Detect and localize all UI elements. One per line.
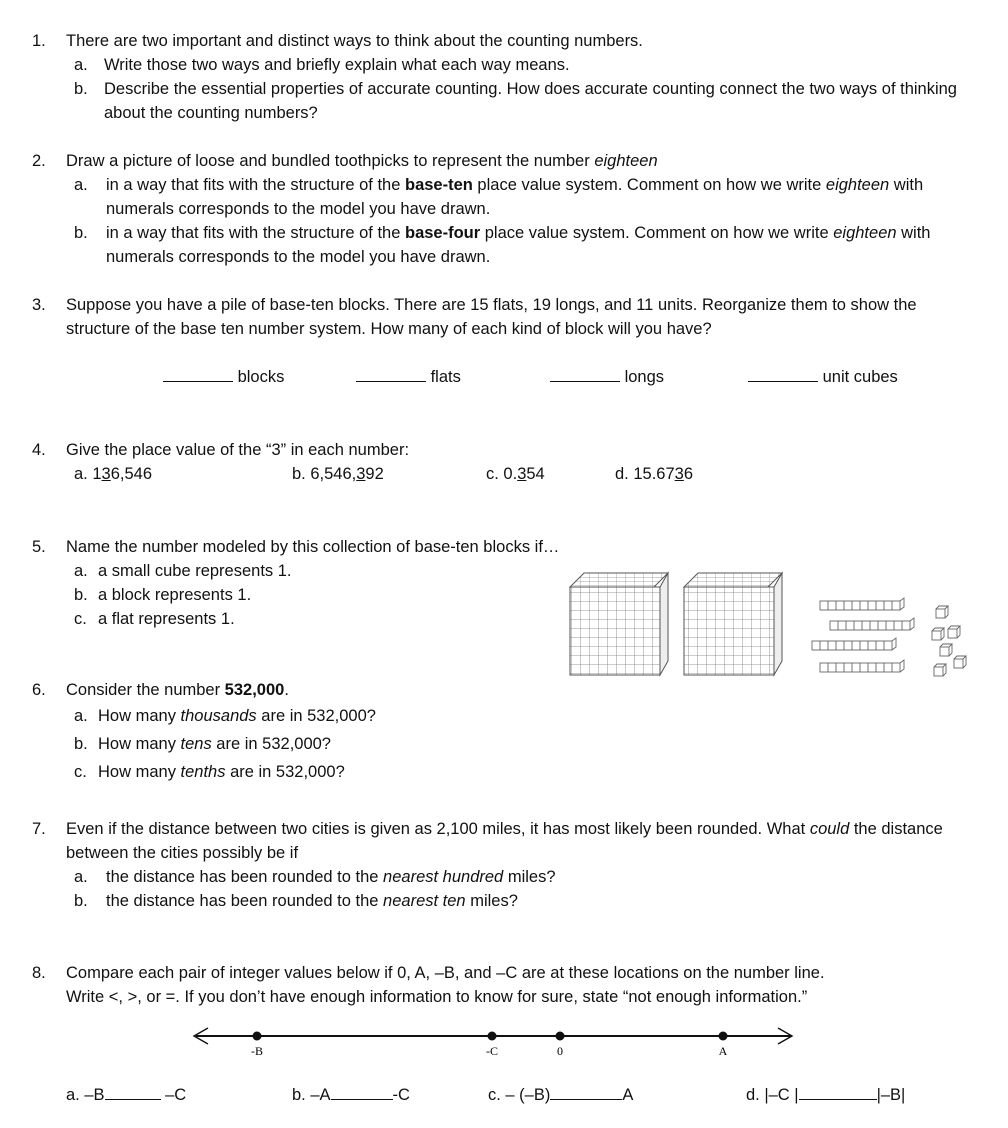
question-2 [32,149,982,269]
question-1 [32,29,982,125]
question-number: 8. [32,964,46,982]
sub-item-b: b. How many tens are in 532,000? [74,735,331,753]
svg-text:0: 0 [557,1044,563,1058]
place-value-item-d: d. 15.6736 [615,465,694,483]
point-neg-c [486,1032,498,1059]
ten-longs [812,598,914,672]
sub-item-a: a. Write those two ways and briefly explain what each way means. [74,56,570,74]
question-stem: Even if the distance between two cities is given as 2,100 miles, it has most likely been rounded. What could the distance between the cities possibly be if [66,820,943,862]
sub-item-b: b. the distance has been rounded to the nearest ten miles? [74,892,518,910]
sub-item-a: a. a small cube represents 1. [74,562,292,580]
question-5 [32,535,592,631]
answer-blank-longs[interactable]: longs [550,365,664,387]
sub-item-a: a. the distance has been rounded to the nearest hundred miles? [74,868,556,886]
place-value-item-a: a. 136,546 [74,465,153,483]
number-line [180,1022,820,1066]
sub-item-b: b. a block represents 1. [74,586,252,604]
thousand-block-1 [570,573,668,675]
point-zero [556,1032,565,1059]
question-number: 4. [32,441,46,459]
question-3 [32,293,982,341]
comparison-c[interactable]: c. – (–B) A [488,1083,633,1105]
place-value-item-c: c. 0.354 [486,465,545,483]
question-stem: Give the place value of the “3” in each number: [66,441,410,459]
thousand-block-2 [684,573,782,675]
sub-item-a: a. How many thousands are in 532,000? [74,707,376,725]
question-number: 6. [32,681,46,699]
sub-item-c: c. How many tenths are in 532,000? [74,763,345,781]
unit-cubes [932,606,966,676]
sub-item-b: b. in a way that fits with the structure of the base-four place value system. Comment on how we write eighteen with numerals corresponds to the model you have drawn. [74,224,931,266]
question-stem: Compare each pair of integer values below if 0, A, –B, and –C are at these locations on the number line. [66,964,825,982]
question-8 [32,961,982,1009]
sub-item-a: a. in a way that fits with the structure of the base-ten place value system. Comment on how we write eighteen with numerals corresponds to the model you have drawn. [74,176,924,218]
comparison-d[interactable]: d. |–C | |–B| [746,1083,905,1105]
question-4 [32,438,982,462]
answer-blank-flats[interactable]: flats [356,365,461,387]
question-stem: Name the number modeled by this collection of base-ten blocks if… [66,538,560,556]
svg-text:-B: -B [251,1044,263,1058]
question-6 [32,678,592,786]
question-number: 3. [32,296,46,314]
point-a [719,1032,728,1059]
question-number: 7. [32,820,46,838]
answer-blank-blocks[interactable]: blocks [163,365,284,387]
comparison-a[interactable]: a. –B –C [66,1083,186,1105]
question-stem: Suppose you have a pile of base-ten blocks. There are 15 flats, 19 longs, and 11 units. Reorganize them to show the structure of the base ten number system. How many of each kind of block will you have? [66,296,917,338]
question-stem: Draw a picture of loose and bundled toothpicks to represent the number eighteen [66,152,658,170]
svg-text:A: A [718,1044,728,1058]
question-instructions: Write <, >, or =. If you don’t have enough information to know for sure, state “not enough information.” [66,988,808,1006]
answer-blank-unit-cubes[interactable]: unit cubes [748,365,898,387]
question-stem: There are two important and distinct ways to think about the counting numbers. [66,32,643,50]
place-value-item-b: b. 6,546,392 [292,465,384,483]
question-stem: Consider the number 532,000. [66,681,289,699]
question-7 [32,817,982,913]
sub-item-b: b. Describe the essential properties of accurate counting. How does accurate counting connect the two ways of thinking about the counting numbers? [74,80,957,122]
base-ten-blocks-illustration [562,565,982,685]
question-number: 5. [32,538,46,556]
question-number: 1. [32,32,46,50]
svg-text:-C: -C [486,1044,498,1058]
question-number: 2. [32,152,46,170]
point-neg-b [251,1032,263,1059]
sub-item-c: c. a flat represents 1. [74,610,235,628]
comparison-b[interactable]: b. –A -C [292,1083,410,1105]
